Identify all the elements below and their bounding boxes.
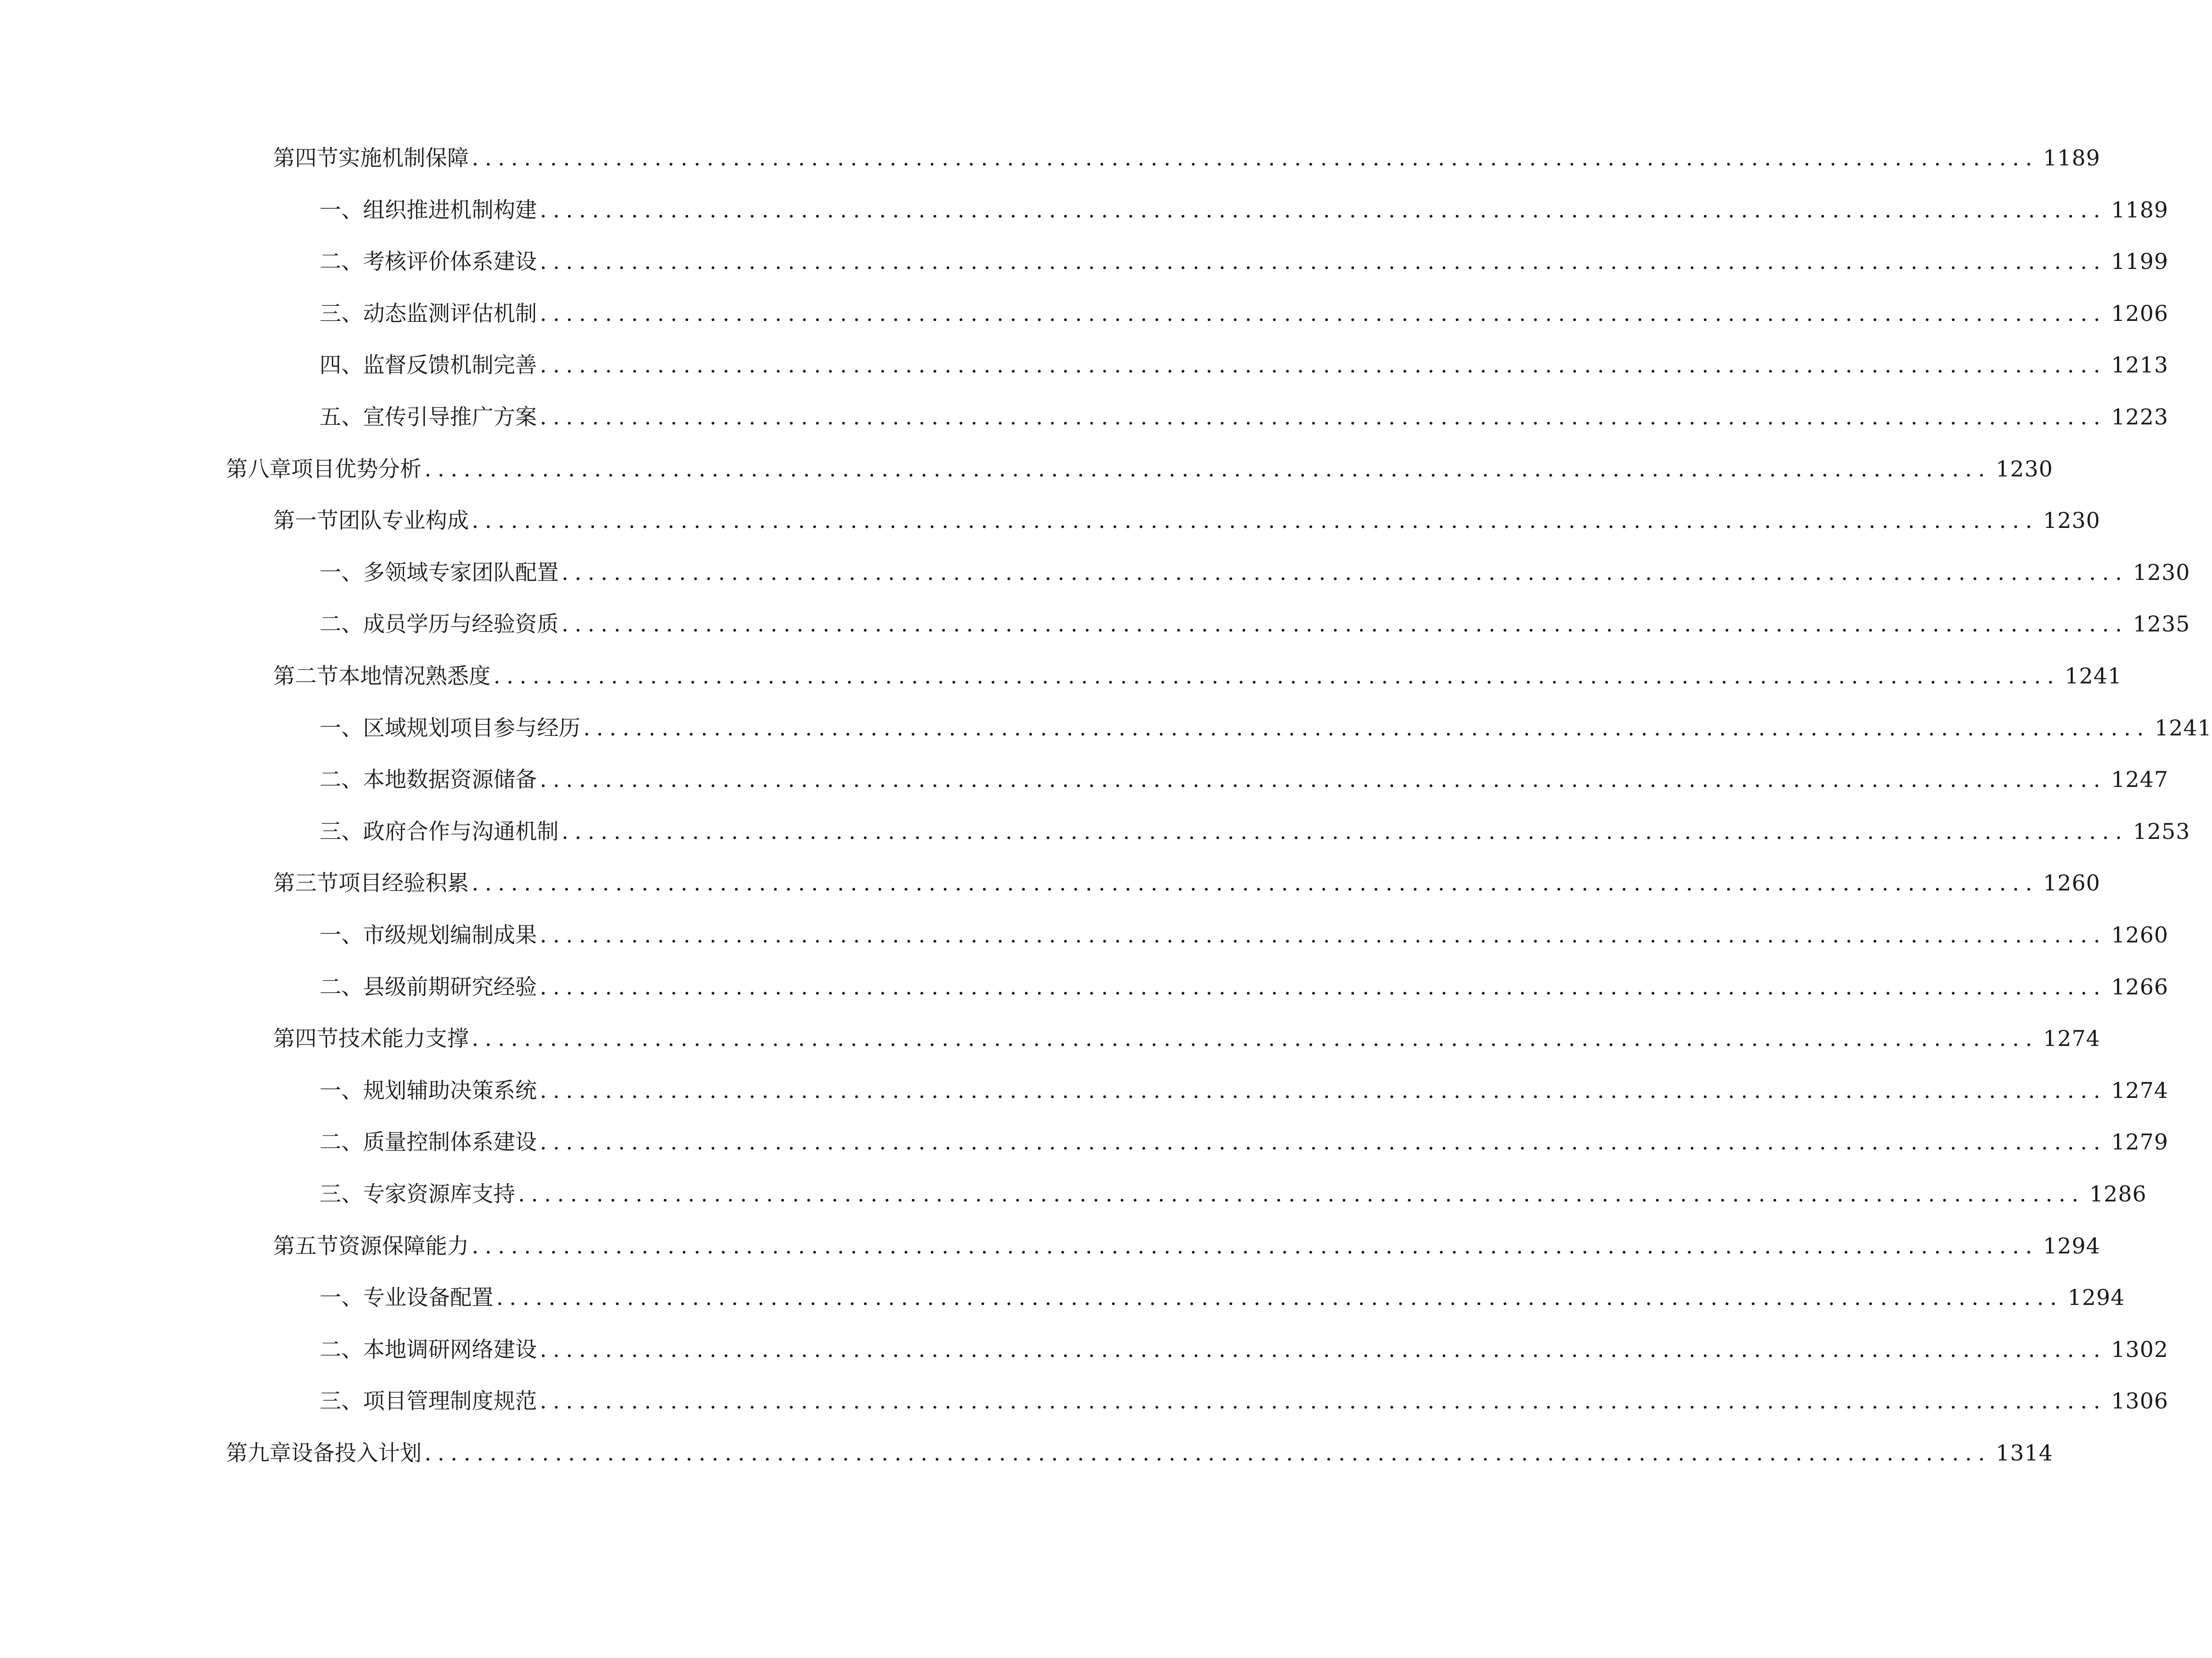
toc-dot-leader: ........................................................................................................................	[472, 508, 2039, 533]
toc-entry-title: 县级前期研究经验	[363, 974, 537, 1000]
toc-entry-title: 团队专业构成	[338, 508, 469, 533]
toc-dot-leader: ........................................................................................................................	[540, 1388, 2107, 1414]
toc-entry-page-number: 1230	[2043, 508, 2100, 533]
toc-entry[interactable]	[320, 346, 2169, 384]
toc-entry-label: 一、	[320, 715, 363, 741]
toc-entry[interactable]	[273, 139, 2100, 177]
toc-entry-label: 一、	[320, 197, 363, 223]
toc-entry-page-number: 1241	[2154, 715, 2212, 741]
toc-entry-page-number: 1302	[2111, 1337, 2169, 1362]
toc-entry-page-number: 1266	[2111, 974, 2169, 1000]
toc-entry[interactable]	[320, 709, 2212, 747]
toc-entry-title: 资源保障能力	[338, 1233, 469, 1259]
toc-entry-page-number: 1241	[2065, 663, 2122, 689]
toc-entry-title: 本地调研网络建设	[363, 1337, 537, 1362]
toc-entry-label: 三、	[320, 1181, 363, 1207]
toc-entry-page-number: 1213	[2111, 352, 2169, 378]
toc-entry-page-number: 1223	[2111, 404, 2169, 430]
toc-dot-leader: ........................................................................................................................	[540, 767, 2107, 792]
toc-entry[interactable]	[320, 398, 2169, 436]
toc-entry-page-number: 1189	[2111, 197, 2169, 223]
toc-entry-label: 二、	[320, 767, 363, 792]
toc-entry[interactable]	[320, 1071, 2169, 1109]
toc-dot-leader: ........................................................................................................................	[518, 1181, 2085, 1207]
toc-entry-label: 二、	[320, 974, 363, 1000]
toc-entry-page-number: 1230	[2133, 560, 2190, 585]
toc-dot-leader: ........................................................................................................................	[583, 715, 2150, 741]
toc-entry-label: 三、	[320, 1388, 363, 1414]
toc-entry-page-number: 1274	[2111, 1078, 2169, 1103]
toc-entry-label: 四、	[320, 352, 363, 378]
toc-entry-title: 政府合作与沟通机制	[363, 819, 559, 844]
toc-entry-page-number: 1235	[2133, 611, 2190, 637]
toc-entry-page-number: 1294	[2043, 1233, 2100, 1259]
toc-entry[interactable]	[226, 1434, 2053, 1472]
toc-dot-leader: ........................................................................................................................	[562, 560, 2128, 585]
toc-entry[interactable]	[320, 1278, 2125, 1316]
toc-entry[interactable]	[273, 657, 2122, 695]
toc-entry-title: 成员学历与经验资质	[363, 611, 559, 637]
toc-dot-leader: ........................................................................................................................	[540, 1337, 2107, 1362]
toc-entry-label: 第五节	[273, 1233, 338, 1259]
toc-dot-leader: ........................................................................................................................	[472, 1026, 2039, 1051]
toc-entry-label: 一、	[320, 922, 363, 948]
toc-entry-title: 实施机制保障	[338, 145, 469, 171]
toc-entry-page-number: 1260	[2043, 870, 2100, 896]
toc-dot-leader: ........................................................................................................................	[540, 301, 2107, 326]
toc-entry-label: 一、	[320, 560, 363, 585]
toc-entry[interactable]	[273, 501, 2100, 539]
toc-entry-page-number: 1279	[2111, 1129, 2169, 1155]
toc-dot-leader: ........................................................................................................................	[424, 1440, 1991, 1466]
toc-entry-label: 二、	[320, 249, 363, 274]
toc-entry-label: 第一节	[273, 508, 338, 533]
toc-entry-label: 第三节	[273, 870, 338, 896]
toc-entry[interactable]	[320, 968, 2169, 1006]
toc-entry-label: 五、	[320, 404, 363, 430]
toc-entry[interactable]	[273, 1227, 2100, 1265]
toc-entry-title: 本地情况熟悉度	[338, 663, 491, 689]
toc-entry-title: 项目经验积累	[338, 870, 469, 896]
toc-entry[interactable]	[273, 1019, 2100, 1057]
toc-entry[interactable]	[320, 1382, 2169, 1420]
toc-entry-title: 组织推进机制构建	[363, 197, 537, 223]
toc-dot-leader: ........................................................................................................................	[493, 663, 2060, 689]
toc-entry[interactable]	[320, 553, 2190, 591]
toc-entry[interactable]	[320, 1123, 2169, 1161]
toc-entry[interactable]	[320, 760, 2169, 798]
toc-entry-title: 技术能力支撑	[338, 1026, 469, 1051]
toc-entry-title: 专家资源库支持	[363, 1181, 515, 1207]
toc-entry-title: 考核评价体系建设	[363, 249, 537, 274]
toc-entry-page-number: 1306	[2111, 1388, 2169, 1414]
toc-entry-label: 二、	[320, 611, 363, 637]
toc-dot-leader: ........................................................................................................................	[472, 145, 2039, 171]
toc-entry-page-number: 1253	[2133, 819, 2190, 844]
toc-dot-leader: ........................................................................................................................	[562, 819, 2128, 844]
toc-entry-label: 第九章	[226, 1440, 291, 1466]
toc-entry-page-number: 1294	[2067, 1285, 2125, 1310]
toc-dot-leader: ........................................................................................................................	[496, 1285, 2063, 1310]
toc-dot-leader: ........................................................................................................................	[540, 922, 2107, 948]
toc-entry-page-number: 1199	[2111, 249, 2169, 274]
toc-entry[interactable]	[320, 812, 2190, 850]
toc-entry-page-number: 1286	[2089, 1181, 2147, 1207]
toc-entry-label: 第四节	[273, 145, 338, 171]
toc-entry-title: 项目管理制度规范	[363, 1388, 537, 1414]
toc-entry-title: 专业设备配置	[363, 1285, 493, 1310]
toc-entry-title: 多领域专家团队配置	[363, 560, 559, 585]
toc-entry-title: 规划辅助决策系统	[363, 1078, 537, 1103]
toc-entry[interactable]	[320, 294, 2169, 332]
toc-entry-title: 市级规划编制成果	[363, 922, 537, 948]
toc-dot-leader: ........................................................................................................................	[540, 974, 2107, 1000]
toc-dot-leader: ........................................................................................................................	[540, 1129, 2107, 1155]
toc-entry-page-number: 1274	[2043, 1026, 2100, 1051]
toc-entry-page-number: 1206	[2111, 301, 2169, 326]
toc-entry-title: 区域规划项目参与经历	[363, 715, 580, 741]
toc-dot-leader: ........................................................................................................................	[540, 197, 2107, 223]
toc-dot-leader: ........................................................................................................................	[424, 456, 1991, 482]
toc-dot-leader: ........................................................................................................................	[472, 870, 2039, 896]
toc-entry[interactable]	[320, 605, 2190, 643]
toc-entry[interactable]	[320, 242, 2169, 280]
toc-dot-leader: ........................................................................................................................	[472, 1233, 2039, 1259]
toc-entry[interactable]	[320, 1175, 2147, 1213]
toc-entry-label: 第八章	[226, 456, 291, 482]
toc-dot-leader: ........................................................................................................................	[562, 611, 2128, 637]
toc-entry-title: 宣传引导推广方案	[363, 404, 537, 430]
toc-entry-page-number: 1189	[2043, 145, 2100, 171]
toc-entry-label: 一、	[320, 1285, 363, 1310]
toc-entry-page-number: 1230	[1996, 456, 2053, 482]
toc-entry[interactable]	[320, 1330, 2169, 1368]
toc-dot-leader: ........................................................................................................................	[540, 404, 2107, 430]
toc-entry-title: 设备投入计划	[291, 1440, 422, 1466]
toc-entry-title: 项目优势分析	[291, 456, 422, 482]
toc-entry-label: 三、	[320, 819, 363, 844]
toc-entry-label: 一、	[320, 1078, 363, 1103]
toc-entry-title: 质量控制体系建设	[363, 1129, 537, 1155]
toc-entry[interactable]	[320, 916, 2169, 954]
toc-entry-label: 二、	[320, 1129, 363, 1155]
toc-entry-title: 动态监测评估机制	[363, 301, 537, 326]
toc-entry[interactable]	[320, 191, 2169, 229]
toc-entry-page-number: 1247	[2111, 767, 2169, 792]
toc-entry-label: 三、	[320, 301, 363, 326]
toc-entry[interactable]	[226, 450, 2053, 488]
toc-entry-label: 二、	[320, 1337, 363, 1362]
toc-entry-title: 本地数据资源储备	[363, 767, 537, 792]
toc-entry-label: 第四节	[273, 1026, 338, 1051]
toc-dot-leader: ........................................................................................................................	[540, 249, 2107, 274]
toc-entry-page-number: 1260	[2111, 922, 2169, 948]
toc-dot-leader: ........................................................................................................................	[540, 352, 2107, 378]
toc-dot-leader: ........................................................................................................................	[540, 1078, 2107, 1103]
toc-entry-label: 第二节	[273, 663, 338, 689]
toc-entry[interactable]	[273, 864, 2100, 902]
toc-entry-page-number: 1314	[1996, 1440, 2053, 1466]
toc-entry-title: 监督反馈机制完善	[363, 352, 537, 378]
